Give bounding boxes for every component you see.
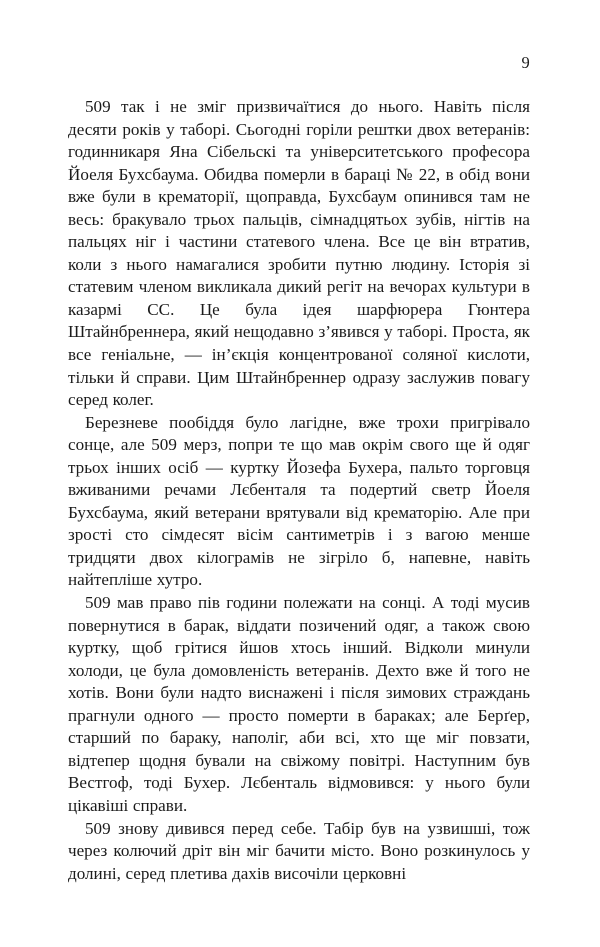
paragraph: 509 так і не зміг призвичаїтися до нього. Навіть після десяти років у таборі. Сьогодні горіли рештки двох ветеранів: годинникаря Яна Сібельскі та університетського професора Йоеля Бухсбаума. Обидва померли в бараці № 22, в обід вони вже були в крематорії, щоправда, Бухсбаум опинився там не весь: бракувало трьох пальців, сімнадцятьох зубів, нігтів на пальцях ніг і частини статевого члена. Все це він втратив, коли з нього намагалися зробити путню людину. Історія зі статевим членом викликала дикий регіт на вечорах культури в казармі СС. Це була ідея шарфюрера Гюнтера Штайнбреннера, який нещодавно з’явився у таборі. Проста, як все геніальне, — ін’єкція концентрованої соляної кислоти, тільки й справи. Цим Штайнбреннер одразу заслужив повагу серед колег. [68,97,530,410]
page-number: 9 [521,53,530,72]
body-text-block [68,96,530,885]
paragraph: Березневе пообіддя було лагідне, вже трохи пригрівало сонце, але 509 мерз, попри те що мав окрім свого ще й одяг трьох інших осіб — куртку Йозефа Бухера, пальто торговця вживаними речами Лєбенталя та подертий светр Йоеля Бухсбаума, який ветерани врятували від крематорію. Але при зрості сто сімдесят вісім сантиметрів і з вагою менше тридцяти двох кілограмів не зігріло б, напевне, навіть найтепліше хутро. [68,412,530,590]
paragraph: 509 мав право пів години полежати на сонці. А тоді мусив повернутися в барак, віддати позичений одяг, а також свою куртку, щоб грітися йшов хтось інший. Відколи минули холоди, це була домовленість ветеранів. Дехто вже й того не хотів. Вони були надто виснажені і після зимових страждань прагнули одного — просто померти в бараках; але Берґер, старший по бараку, наполіг, аби всі, хто ще міг повзати, відтепер щодня бували на свіжому повітрі. Наступним був Вестгоф, тоді Бухер. Лєбенталь відмовився: у нього були цікавіші справи. [68,593,530,815]
paragraph: 509 знову дивився перед себе. Табір був на узвишші, тож через колючий дріт він міг бачити місто. Воно розкинулось у долині, серед плетива дахів височіли церковні [68,818,530,883]
